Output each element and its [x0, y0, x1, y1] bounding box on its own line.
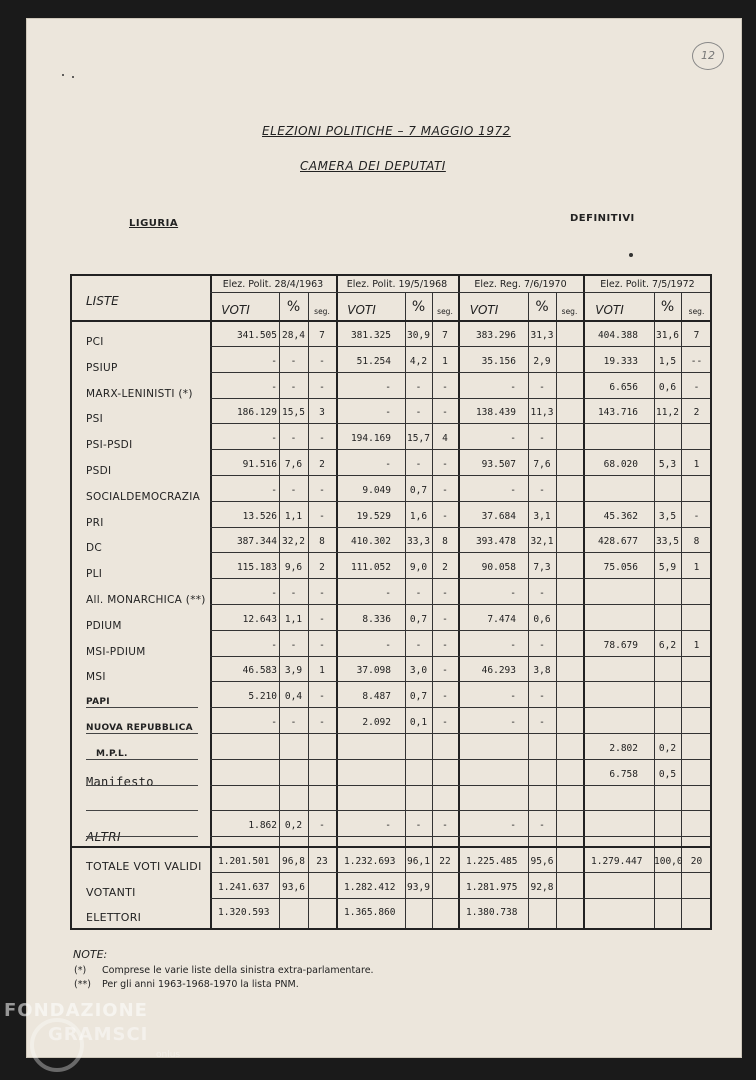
- table-cell-s63: -: [319, 717, 325, 728]
- party-underline: [86, 707, 198, 708]
- totals-label: ELETTORI: [86, 911, 142, 924]
- table-cell-p68: 15,7: [407, 433, 430, 445]
- table-cell-v63: -: [271, 484, 277, 496]
- table-cell-s68: -: [442, 407, 448, 419]
- seats-header: seg.: [437, 307, 453, 316]
- table-cell-p70: -: [539, 588, 545, 599]
- row-rule: [210, 810, 710, 811]
- table-cell-s68: -: [442, 820, 448, 832]
- table-cell-v70: -: [510, 433, 516, 445]
- table-cell-s68: -: [442, 484, 448, 496]
- totals-row-rule: [210, 872, 710, 873]
- table-cell-s68: 7: [442, 330, 448, 341]
- table-cell-v68: -: [385, 588, 391, 599]
- table-cell-p63: -: [290, 588, 297, 599]
- table-cell-s63: -: [319, 355, 325, 367]
- table-cell-p63: 7,6: [284, 459, 303, 470]
- table-cell-p68: 0,7: [409, 613, 428, 625]
- table-cell-v72: 78.679: [603, 639, 638, 651]
- party-underline: [86, 759, 198, 760]
- party-underline: [86, 810, 198, 811]
- table-cell-v63: -: [271, 717, 277, 728]
- table-cell-s63: 8: [319, 536, 325, 548]
- table-cell-s63: -: [319, 433, 325, 445]
- column-group-header: Elez. Polit. 19/5/1968: [346, 279, 448, 290]
- row-rule: [210, 733, 710, 734]
- table-cell-p63: -: [290, 717, 297, 728]
- party-name: PLI: [86, 568, 103, 581]
- totals-cell-p63: 96,8: [282, 856, 305, 867]
- table-cell-p68: 0,1: [409, 717, 428, 728]
- party-name: PSI-PSDI: [86, 439, 133, 452]
- party-name: DC: [86, 542, 103, 555]
- table-cell-p68: -: [415, 407, 422, 419]
- table-cell-p72: 1,5: [658, 355, 677, 367]
- table-cell-p63: -: [290, 381, 297, 393]
- seats-header: seg.: [688, 307, 705, 316]
- liste-header: LISTE: [86, 294, 119, 308]
- table-cell-p70: 32,1: [530, 536, 554, 548]
- table-cell-s68: -: [442, 665, 448, 677]
- table-cell-p68: 30,9: [407, 330, 430, 341]
- totals-cell-v72: 1.279.447: [591, 856, 643, 867]
- table-cell-s72: 1: [693, 562, 700, 574]
- speck: [62, 74, 64, 76]
- totals-cell-v68: 1.282.412: [344, 881, 396, 893]
- table-cell-v70: -: [510, 691, 516, 703]
- table-cell-v70: 383.296: [475, 330, 516, 341]
- totals-cell-p72: 100,0: [654, 856, 683, 867]
- table-cell-v68: 37.098: [356, 665, 391, 677]
- table-cell-p68: -: [415, 459, 422, 470]
- party-name: MSI: [86, 671, 106, 684]
- watermark-line2: GRAMSCI: [48, 1024, 149, 1045]
- table-cell-s68: -: [442, 459, 448, 470]
- totals-label: VOTANTI: [86, 885, 136, 899]
- table-cell-v63: 186.129: [236, 407, 277, 419]
- status-label: DEFINITIVI: [570, 213, 635, 224]
- party-name: NUOVA REPUBBLICA: [86, 723, 193, 733]
- party-underline: [86, 785, 198, 786]
- row-rule: [210, 449, 710, 450]
- party-name: PSIUP: [86, 361, 118, 374]
- totals-rule: [72, 846, 710, 848]
- voti-header: VOTI: [221, 303, 250, 317]
- table-cell-v63: 387.344: [236, 536, 277, 548]
- totals-cell-v68: 1.232.693: [344, 856, 396, 867]
- table-cell-v70: 7.474: [487, 613, 516, 625]
- row-rule: [210, 656, 710, 657]
- table-cell-v68: 8.487: [362, 691, 391, 703]
- table-cell-p68: -: [415, 588, 422, 599]
- table-cell-p63: 0,2: [284, 820, 303, 832]
- party-name: Manifesto: [86, 774, 154, 789]
- totals-cell-p70: 95,6: [530, 856, 554, 867]
- row-rule: [210, 372, 710, 373]
- row-rule: [210, 707, 710, 708]
- note-1-mark: (*): [74, 965, 87, 976]
- region-label: LIGURIA: [129, 218, 179, 229]
- table-cell-p70: 2,9: [533, 355, 551, 367]
- party-name: SOCIALDEMOCRAZIA: [86, 490, 201, 503]
- totals-cell-p63: 93,6: [282, 881, 305, 893]
- row-rule: [210, 346, 710, 347]
- table-cell-v72: 6.656: [609, 381, 638, 393]
- table-cell-p70: 0,6: [533, 613, 551, 625]
- table-cell-p70: -: [539, 717, 545, 728]
- table-cell-p63: 3,9: [284, 665, 303, 677]
- table-cell-v68: 194.169: [350, 433, 391, 445]
- results-table: [70, 274, 712, 930]
- table-cell-p72: 5,3: [658, 459, 677, 470]
- table-cell-p72: 0,2: [658, 742, 677, 754]
- table-cell-v72: 75.056: [603, 562, 638, 574]
- table-cell-s68: 1: [442, 355, 448, 367]
- note-1: [74, 965, 374, 976]
- table-cell-v68: 111.052: [350, 562, 391, 574]
- table-cell-v63: -: [271, 381, 277, 393]
- table-cell-v68: -: [385, 820, 391, 832]
- row-rule: [210, 836, 710, 837]
- table-cell-p68: 9,0: [409, 562, 428, 574]
- note-1-text: Comprese le varie liste della sinistra extra-parlamentare.: [102, 965, 374, 976]
- table-cell-v68: 381.325: [350, 330, 391, 341]
- table-cell-v63: 12.643: [242, 613, 277, 625]
- table-cell-s68: -: [442, 717, 448, 728]
- table-cell-v70: 37.684: [481, 510, 516, 522]
- table-cell-v63: 1.862: [248, 820, 277, 832]
- table-cell-p68: 33,3: [407, 536, 430, 548]
- row-rule: [210, 759, 710, 760]
- party-underline: [86, 733, 198, 734]
- party-name: PDIUM: [86, 619, 122, 632]
- table-cell-v63: -: [271, 355, 277, 367]
- table-cell-p68: -: [415, 639, 422, 651]
- table-cell-p70: 7,6: [533, 459, 551, 470]
- table-cell-v63: -: [271, 588, 277, 599]
- table-cell-v72: 143.716: [597, 407, 638, 419]
- table-cell-s68: 8: [442, 536, 448, 548]
- table-cell-v63: 115.183: [236, 562, 277, 574]
- table-cell-s63: -: [319, 381, 325, 393]
- table-cell-s68: -: [442, 639, 448, 651]
- totals-cell-p68: 93,9: [407, 881, 430, 893]
- party-name: All. MONARCHICA (**): [86, 594, 206, 606]
- table-cell-p63: 32,2: [282, 536, 305, 548]
- totals-row-rule: [210, 898, 710, 899]
- seats-header: seg.: [314, 307, 330, 316]
- table-cell-p68: 4,2: [409, 355, 428, 367]
- table-cell-p63: 9,6: [284, 562, 303, 574]
- row-rule: [210, 785, 710, 786]
- table-cell-v68: -: [385, 381, 391, 393]
- row-rule: [210, 475, 710, 476]
- table-cell-v70: -: [510, 588, 516, 599]
- party-underline: [86, 836, 198, 837]
- table-cell-p70: 31,3: [530, 330, 554, 341]
- totals-cell-s72: 20: [690, 856, 703, 867]
- table-cell-v70: -: [510, 484, 516, 496]
- table-cell-p68: 0,7: [409, 484, 428, 496]
- table-cell-v70: -: [510, 820, 516, 832]
- row-rule: [210, 423, 710, 424]
- totals-cell-v70: 1.225.485: [466, 856, 518, 867]
- table-cell-p68: -: [415, 820, 422, 832]
- table-cell-v72: 428.677: [597, 536, 638, 548]
- column-group-header: Elez. Reg. 7/6/1970: [474, 279, 567, 290]
- table-cell-s68: -: [442, 691, 448, 703]
- table-cell-p68: 3,0: [409, 665, 428, 677]
- watermark-line3: onlus: [156, 1050, 181, 1060]
- table-cell-v68: 410.302: [350, 536, 391, 548]
- header-rule: [210, 292, 710, 293]
- percent-header: %: [411, 299, 426, 315]
- note-2: [74, 979, 299, 990]
- table-cell-v70: -: [510, 639, 516, 651]
- document-subtitle: CAMERA DEI DEPUTATI: [300, 159, 446, 173]
- table-cell-p72: 6,2: [658, 639, 677, 651]
- table-cell-s68: 2: [442, 562, 448, 574]
- table-cell-p72: 5,9: [658, 562, 677, 574]
- table-cell-p70: 11,3: [530, 407, 554, 419]
- table-cell-s72: 7: [693, 330, 700, 341]
- table-cell-s72: 8: [693, 536, 700, 548]
- party-name: ALTRI: [86, 830, 121, 845]
- party-name: PSDI: [86, 465, 112, 477]
- table-cell-v70: 93.507: [481, 459, 516, 470]
- party-name: PRI: [86, 516, 104, 529]
- voti-header: VOTI: [595, 303, 624, 317]
- table-cell-v63: -: [271, 639, 277, 651]
- table-cell-p63: 1,1: [284, 613, 303, 625]
- table-cell-p63: 15,5: [282, 407, 305, 419]
- party-name: M.P.L.: [96, 748, 128, 759]
- table-cell-v68: -: [385, 459, 391, 470]
- table-cell-p70: -: [539, 433, 545, 445]
- note-2-mark: (**): [74, 979, 91, 990]
- table-cell-s63: -: [319, 639, 325, 651]
- table-cell-p63: 28,4: [282, 330, 305, 341]
- table-cell-s63: -: [319, 588, 325, 599]
- table-cell-v63: 5.210: [248, 691, 277, 703]
- table-cell-s63: -: [319, 484, 325, 496]
- table-cell-v72: 404.388: [597, 330, 638, 341]
- table-cell-v68: 19.529: [356, 510, 391, 522]
- table-cell-s68: -: [442, 613, 448, 625]
- table-cell-p68: 1,6: [409, 510, 428, 522]
- table-cell-p72: 31,6: [656, 330, 679, 341]
- ink-dot: [629, 253, 633, 257]
- table-cell-p63: 1,1: [284, 510, 303, 522]
- totals-cell-v68: 1.365.860: [344, 907, 396, 918]
- table-cell-s63: -: [319, 691, 325, 703]
- party-name: PCI: [86, 336, 104, 348]
- table-cell-p63: -: [290, 639, 297, 651]
- table-cell-p70: -: [539, 639, 545, 651]
- totals-label: TOTALE VOTI VALIDI: [86, 860, 202, 873]
- table-cell-v63: 91.516: [242, 459, 277, 470]
- speck: [72, 76, 74, 78]
- table-cell-s72: -: [693, 510, 700, 522]
- note-2-text: Per gli anni 1963-1968-1970 la lista PNM.: [102, 979, 299, 990]
- table-cell-v70: -: [510, 381, 516, 393]
- page-number: 12: [692, 42, 724, 70]
- table-cell-v70: 46.293: [481, 665, 516, 677]
- row-rule: [210, 578, 710, 579]
- table-cell-v72: 19.333: [603, 355, 638, 367]
- party-name: PSI: [86, 413, 103, 426]
- table-cell-p63: -: [290, 433, 297, 445]
- totals-cell-v63: 1.320.593: [218, 907, 270, 918]
- table-cell-p72: 33,5: [656, 536, 679, 548]
- table-cell-s63: 1: [319, 665, 325, 677]
- table-cell-v63: 341.505: [236, 330, 277, 341]
- row-rule: [210, 604, 710, 605]
- table-cell-s63: -: [319, 510, 325, 522]
- table-cell-s72: --: [690, 355, 703, 367]
- totals-cell-p70: 92,8: [530, 881, 554, 893]
- table-cell-s63: 2: [319, 562, 325, 574]
- party-name: PAPI: [86, 697, 110, 708]
- table-cell-v72: 6.758: [609, 768, 638, 780]
- column-group-header: Elez. Polit. 7/5/1972: [600, 279, 695, 290]
- totals-cell-p68: 96,1: [407, 856, 430, 867]
- party-name: MSI-PDIUM: [86, 645, 146, 658]
- table-cell-v68: -: [385, 407, 391, 419]
- table-cell-v70: 35.156: [481, 355, 516, 367]
- header-rule: [72, 320, 710, 322]
- totals-cell-s68: 22: [439, 856, 451, 867]
- column-group-header: Elez. Polit. 28/4/1963: [222, 279, 324, 290]
- table-cell-v70: -: [510, 717, 516, 728]
- row-rule: [210, 398, 710, 399]
- table-cell-v63: 13.526: [242, 510, 277, 522]
- column-rule: [583, 276, 585, 928]
- table-cell-s72: 2: [693, 407, 700, 419]
- table-cell-v68: -: [385, 639, 391, 651]
- column-rule: [556, 292, 557, 928]
- table-cell-s68: -: [442, 381, 448, 393]
- table-cell-s63: 2: [319, 459, 325, 470]
- table-cell-p72: 11,2: [656, 407, 679, 419]
- row-rule: [210, 552, 710, 553]
- table-cell-p63: 0,4: [284, 691, 303, 703]
- table-cell-p70: -: [539, 691, 545, 703]
- table-cell-p70: 3,8: [533, 665, 551, 677]
- row-rule: [210, 527, 710, 528]
- watermark-line1: FONDAZIONE: [4, 1000, 148, 1021]
- table-cell-p70: 3,1: [533, 510, 551, 522]
- voti-header: VOTI: [469, 303, 499, 317]
- table-cell-p72: 0,5: [658, 768, 677, 780]
- table-cell-v68: 8.336: [362, 613, 391, 625]
- voti-header: VOTI: [347, 303, 376, 317]
- row-rule: [210, 630, 710, 631]
- table-cell-p63: -: [290, 484, 297, 496]
- table-cell-s63: -: [319, 820, 325, 832]
- table-cell-v68: 9.049: [362, 484, 391, 496]
- table-cell-s72: 1: [693, 639, 700, 651]
- row-rule: [210, 501, 710, 502]
- row-rule: [210, 681, 710, 682]
- table-cell-v63: 46.583: [242, 665, 277, 677]
- table-cell-v72: 68.020: [603, 459, 638, 470]
- table-cell-p63: -: [290, 355, 297, 367]
- notes-title: NOTE:: [73, 948, 108, 961]
- table-cell-v68: 51.254: [356, 355, 391, 367]
- totals-cell-v70: 1.281.975: [466, 881, 518, 893]
- table-cell-v72: 2.802: [609, 742, 638, 754]
- table-cell-p70: -: [539, 820, 545, 832]
- totals-cell-v63: 1.241.637: [218, 881, 270, 893]
- percent-header: %: [286, 299, 301, 315]
- table-cell-v70: 393.478: [475, 536, 516, 548]
- table-cell-p68: -: [415, 381, 422, 393]
- table-cell-p68: 0,7: [409, 691, 428, 703]
- table-cell-v63: -: [271, 433, 277, 445]
- table-cell-v70: 138.439: [475, 407, 516, 419]
- totals-cell-v70: 1.380.738: [466, 907, 518, 918]
- table-cell-s68: 4: [442, 433, 448, 445]
- table-cell-p70: -: [539, 381, 545, 393]
- percent-header: %: [660, 299, 675, 315]
- table-cell-s72: 1: [693, 459, 700, 470]
- party-name: MARX-LENINISTI (*): [86, 387, 193, 400]
- table-cell-s68: -: [442, 510, 448, 522]
- table-cell-v70: 90.058: [481, 562, 516, 574]
- table-cell-p72: 0,6: [658, 381, 677, 393]
- table-cell-s68: -: [442, 588, 448, 599]
- table-cell-s63: 7: [319, 330, 325, 341]
- seats-header: seg.: [561, 307, 578, 316]
- percent-header: %: [535, 299, 549, 315]
- table-cell-v72: 45.362: [603, 510, 638, 522]
- document-title: ELEZIONI POLITICHE – 7 MAGGIO 1972: [262, 124, 511, 138]
- totals-cell-v63: 1.201.501: [218, 856, 270, 867]
- table-cell-v68: 2.092: [362, 717, 391, 728]
- table-cell-s63: 3: [319, 407, 325, 419]
- table-cell-s72: -: [693, 381, 700, 393]
- table-cell-p70: 7,3: [533, 562, 551, 574]
- table-cell-p70: -: [539, 484, 545, 496]
- table-cell-p72: 3,5: [658, 510, 677, 522]
- totals-cell-s63: 23: [316, 856, 328, 867]
- table-cell-s63: -: [319, 613, 325, 625]
